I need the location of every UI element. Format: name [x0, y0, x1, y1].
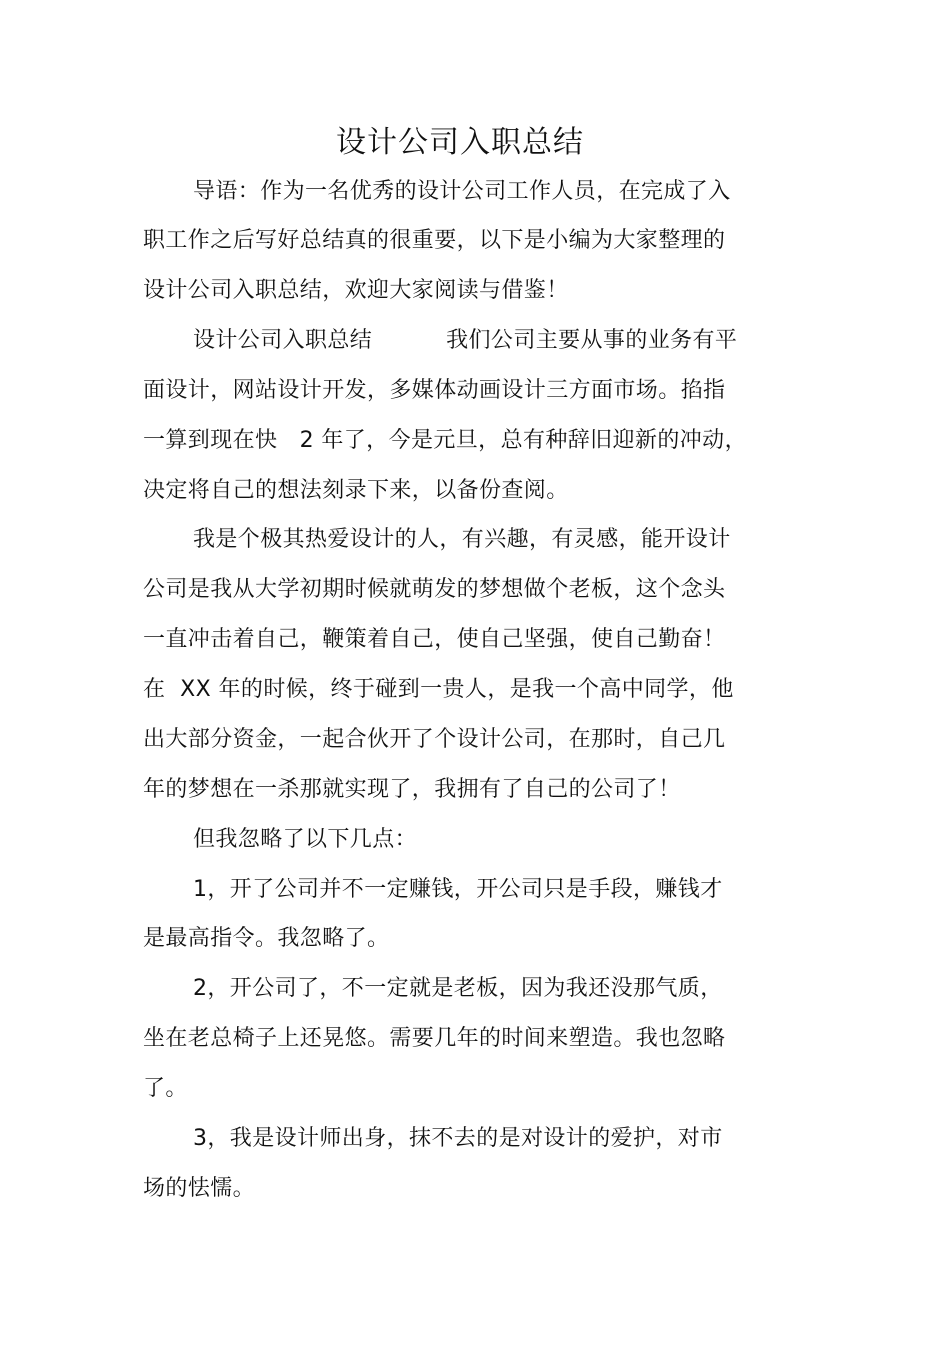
body-line-5: 我是个极其热爱设计的人，有兴趣，有灵感，能开设计: [193, 527, 731, 552]
point-3-line-1: 3，我是设计师出身，抹不去的是对设计的爱护，对市: [193, 1126, 723, 1151]
point-2-line-2: 坐在老总椅子上还晃悠。需要几年的时间来塑造。我也忽略: [143, 1026, 726, 1051]
body-line-10: 年的梦想在一杀那就实现了，我拥有了自己的公司了！: [143, 777, 681, 802]
body-line-3: 一算到现在快 2 年了，今是元旦，总有种辞旧迎新的冲动，: [143, 428, 747, 453]
point-2-line-1: 2，开公司了，不一定就是老板，因为我还没那气质，: [193, 976, 723, 1001]
body-line-7: 一直冲击着自己，鞭策着自己，使自己坚强，使自己勤奋！: [143, 627, 726, 652]
intro-line-1: 导语：作为一名优秀的设计公司工作人员，在完成了入: [193, 179, 731, 204]
point-3-line-2: 场的怯懦。: [143, 1176, 256, 1201]
point-1-line-1: 1，开了公司并不一定赚钱，开公司只是手段，赚钱才: [193, 877, 723, 902]
body-line-1: 设计公司入职总结 我们公司主要从事的业务有平: [193, 328, 738, 353]
body-line-4: 决定将自己的想法刻录下来，以备份查阅。: [143, 478, 569, 503]
body-line-2: 面设计，网站设计开发，多媒体动画设计三方面市场。掐指: [143, 378, 726, 403]
body-line-8: 在 XX 年的时候，终于碰到一贵人，是我一个高中同学，他: [143, 677, 734, 702]
intro-line-2: 职工作之后写好总结真的很重要，以下是小编为大家整理的: [143, 228, 726, 253]
point-1-line-2: 是最高指令。我忽略了。: [143, 926, 390, 951]
document-title: 设计公司入职总结: [336, 125, 584, 160]
body-line-11: 但我忽略了以下几点：: [193, 827, 418, 852]
body-line-6: 公司是我从大学初期时候就萌发的梦想做个老板，这个念头: [143, 577, 726, 602]
body-line-9: 出大部分资金，一起合伙开了个设计公司，在那时，自己几: [143, 727, 726, 752]
intro-line-3: 设计公司入职总结，欢迎大家阅读与借鉴！: [143, 278, 569, 303]
point-2-line-3: 了。: [143, 1076, 188, 1101]
